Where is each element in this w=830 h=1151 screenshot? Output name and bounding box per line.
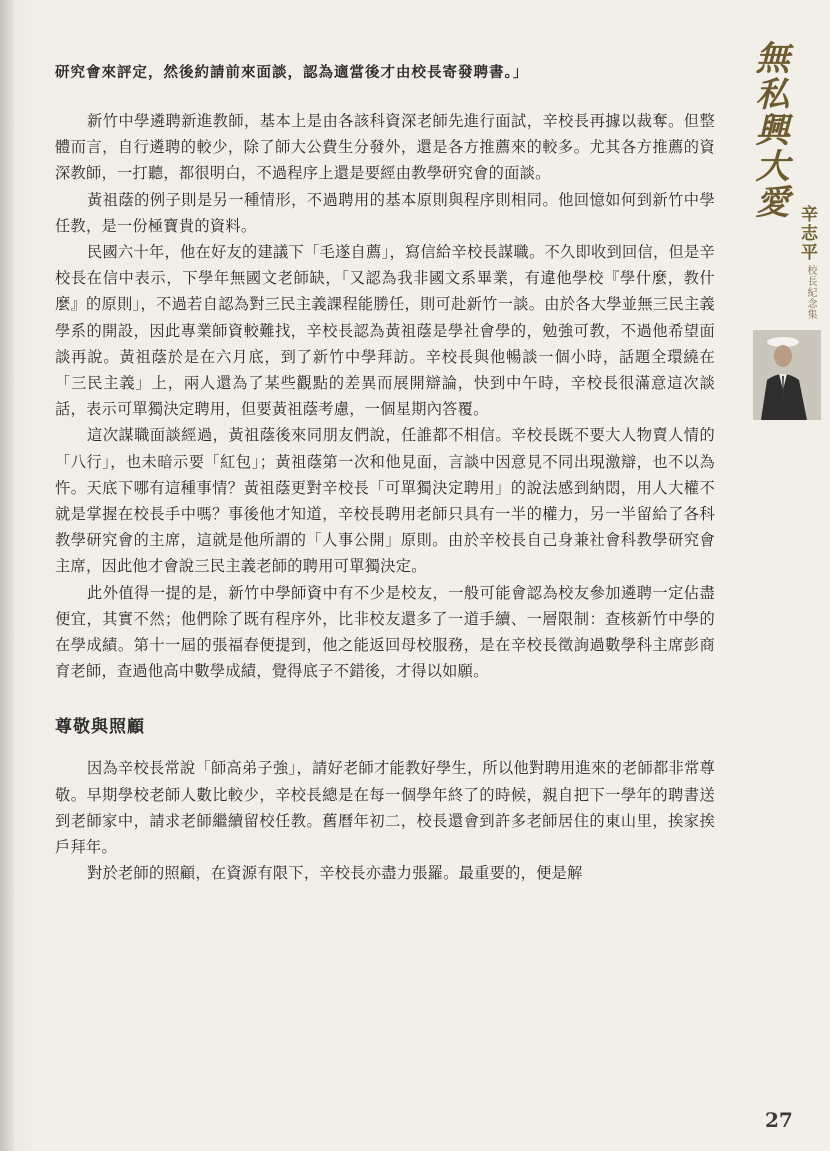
paragraph: 對於老師的照顧，在資源有限下，辛校長亦盡力張羅。最重要的，便是解: [87, 864, 583, 883]
paragraph: 此外值得一提的是，新竹中學師資中有不少是校友，一般可能會認為校友參加遴聘一定佔盡便宜，其實不然；他們除了既有程序外，比非校友還多了一道手續、一層限制：查核新竹中學的在學成績。第十一屆的張福春便提到，他之能返回母校服務，是在辛校長徵詢過數學科主席彭商育老師，查過他高中數學成績，覺得底子不錯後，才得以如願。: [55, 583, 715, 681]
paragraph: 因為辛校長常說「師高弟子強」，請好老師才能教好學生，所以他對聘用進來的老師都非常尊敬。早期學校老師人數比較少，辛校長總是在每一個學年終了的時候，親自把下一學年的聘書送到老師家中，請求老師繼續留校任教。舊曆年初二，校長還會到許多老師居住的東山里，挨家挨戶拜年。: [55, 759, 715, 857]
side-banner-title: 無私興大愛: [749, 40, 789, 220]
paragraph: 新竹中學遴聘新進教師，基本上是由各該科資深老師先進行面試，辛校長再據以裁奪。但整體而言，自行遴聘的較少，除了師大公費生分發外，還是各方推薦來的較多。尤其各方推薦的資深教師，一打聽，都很明白，不過程序上還是要經由教學研究會的面談。: [55, 112, 715, 183]
quote-continuation: 研究會來評定，然後約請前來面談，認為適當後才由校長寄發聘書。」: [55, 64, 529, 81]
paragraph: 黃祖蔭的例子則是另一種情形，不過聘用的基本原則與程序則相同。他回憶如何到新竹中學任教，是一份極寶貴的資料。: [55, 190, 715, 235]
article-body: [55, 60, 715, 886]
side-banner-subtitle: 校長紀念集: [805, 265, 816, 320]
paragraph: 民國六十年，他在好友的建議下「毛遂自薦」，寫信給辛校長謀職。不久即收到回信，但是辛校長在信中表示，下學年無國文老師缺，「又認為我非國文系畢業，有違他學校『學什麼，教什麼』的原則」，不過若自認為對三民主義課程能勝任，則可赴新竹一談。由於各大學並無三民主義學系的開設，因此專業師資較難找，辛校長認為黃祖蔭是學社會學的，勉強可教，不過他希望面談再說。黃祖蔭於是在六月底，到了新竹中學拜訪。辛校長與他暢談一個小時，話題全環繞在「三民主義」上，兩人還為了某些觀點的差異而展開辯論，快到中午時，辛校長很滿意這次談話，表示可單獨決定聘用，但要黃祖蔭考慮，一個星期內答覆。: [55, 243, 715, 419]
page-number: 27: [765, 1108, 793, 1132]
page-gutter: [0, 0, 14, 1151]
portrait-photo: [753, 330, 821, 420]
paragraph: 這次謀職面談經過，黃祖蔭後來同朋友們說，任誰都不相信。辛校長既不要大人物賣人情的「八行」，也未暗示要「紅包」；黃祖蔭第一次和他見面，言談中因意見不同出現激辯，也不以為忤。天底下哪有這種事情？黃祖蔭更對辛校長「可單獨決定聘用」的說法感到納悶，用人大權不就是掌握在校長手中嗎？事後他才知道，辛校長聘用老師只具有一半的權力，另一半留給了各科教學研究會的主席，這就是他所謂的「人事公開」原則。由於辛校長自己身兼社會科教學研究會主席，因此他才會說三民主義老師的聘用可單獨決定。: [55, 426, 715, 576]
portrait-illustration: [753, 330, 821, 420]
section-heading: 尊敬與照顧: [55, 717, 145, 738]
side-banner-name: 辛志平: [797, 205, 817, 262]
